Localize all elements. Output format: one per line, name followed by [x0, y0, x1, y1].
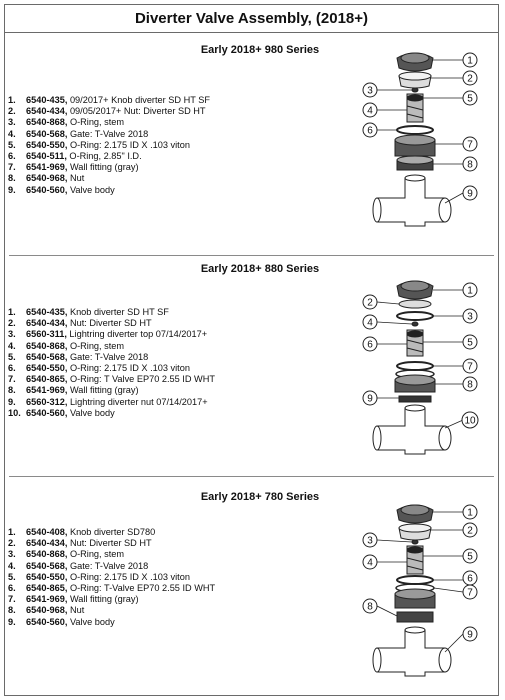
- document-title: Diverter Valve Assembly, (2018+): [134, 10, 369, 27]
- callout-label: 6: [467, 573, 473, 585]
- callout-label: 2: [467, 525, 473, 537]
- callout-label: 6: [367, 125, 373, 137]
- part-row: 3. 6560-311, Lightring diverter top 07/14/2017+: [8, 329, 208, 340]
- callout-label: 4: [367, 105, 373, 117]
- part-row: 7. 6541-969, Wall fitting (gray): [8, 162, 139, 173]
- part-row: 2. 6540-434, Nut: Diverter SD HT: [8, 318, 152, 329]
- callout-label: 4: [367, 317, 373, 329]
- part-row: 2. 6540-434, Nut: Diverter SD HT: [8, 538, 152, 549]
- exploded-diagram-980: [355, 48, 485, 238]
- callout-label: 1: [467, 55, 473, 67]
- exploded-diagram-880: [355, 278, 485, 468]
- part-row: 1. 6540-408, Knob diverter SD780: [8, 527, 156, 537]
- section-divider: [9, 476, 494, 477]
- parts-list: [8, 307, 215, 419]
- valve-body-part: [377, 178, 445, 226]
- callout-label: 8: [467, 379, 473, 391]
- part-row: 1. 6540-435, Knob diverter SD HT SF: [8, 307, 169, 317]
- part-row: 4. 6540-568, Gate: T-Valve 2018: [8, 128, 149, 139]
- callout-label: 1: [467, 507, 473, 519]
- part-row: 7. 6541-969, Wall fitting (gray): [8, 594, 139, 605]
- part-row: 5. 6540-568, Gate: T-Valve 2018: [8, 351, 149, 362]
- part-row: 9. 6560-312, Lightring diverter nut 07/14/2017+: [8, 396, 208, 407]
- part-row: 5. 6540-550, O-Ring: 2.175 ID X .103 viton: [8, 139, 190, 150]
- part-row: 8. 6540-968, Nut: [8, 605, 85, 616]
- callout-label: 2: [467, 73, 473, 85]
- callout-label: 10: [464, 415, 476, 427]
- callout-label: 9: [467, 629, 473, 641]
- part-row: 4. 6540-868, O-Ring, stem: [8, 340, 125, 351]
- part-row: 9. 6540-560, Valve body: [8, 616, 115, 627]
- exploded-diagram-780: [355, 500, 485, 690]
- title-bar: [5, 5, 498, 33]
- part-row: 3. 6540-868, O-Ring, stem: [8, 549, 125, 560]
- part-row: 2. 6540-434, 09/05/2017+ Nut: Diverter SD HT: [8, 106, 206, 117]
- callout-label: 9: [367, 393, 373, 405]
- part-row: 8. 6540-968, Nut: [8, 173, 85, 184]
- section-title: Early 2018+ 880 Series: [200, 263, 320, 275]
- part-row: 6. 6540-550, O-Ring: 2.175 ID X .103 viton: [8, 363, 190, 374]
- callout-label: 7: [467, 361, 473, 373]
- callout-label: 3: [467, 311, 473, 323]
- part-row: 4. 6540-568, Gate: T-Valve 2018: [8, 560, 149, 571]
- callout-label: 8: [367, 601, 373, 613]
- part-row: 7. 6540-865, O-Ring: T Valve EP70 2.55 ID WHT: [8, 374, 215, 385]
- callout-label: 4: [367, 557, 373, 569]
- part-row: 1. 6540-435, 09/2017+ Knob diverter SD HT SF: [8, 95, 210, 105]
- callout-label: 5: [467, 337, 473, 349]
- callout-label: 9: [467, 188, 473, 200]
- section-title: Early 2018+ 780 Series: [200, 491, 320, 503]
- section-title: Early 2018+ 980 Series: [200, 44, 320, 56]
- part-row: 8. 6541-969, Wall fitting (gray): [8, 385, 139, 396]
- callout-label: 7: [467, 139, 473, 151]
- section-divider: [9, 255, 494, 256]
- callout-label: 3: [367, 535, 373, 547]
- callout-label: 2: [367, 297, 373, 309]
- part-row: 5. 6540-550, O-Ring: 2.175 ID X .103 viton: [8, 571, 190, 582]
- part-row: 10. 6540-560, Valve body: [8, 407, 115, 418]
- part-row: 9. 6540-560, Valve body: [8, 184, 115, 195]
- callout-label: 5: [467, 551, 473, 563]
- callout-label: 7: [467, 587, 473, 599]
- parts-list: [8, 527, 215, 628]
- part-row: 6. 6540-865, O-Ring: T-Valve EP70 2.55 ID WHT: [8, 583, 216, 594]
- callout-label: 6: [367, 339, 373, 351]
- callout-label: 8: [467, 159, 473, 171]
- callout-label: 3: [367, 85, 373, 97]
- callout-label: 5: [467, 93, 473, 105]
- callout-label: 1: [467, 285, 473, 297]
- part-row: 3. 6540-868, O-Ring, stem: [8, 117, 125, 128]
- part-row: 6. 6540-511, O-Ring, 2.85" I.D.: [8, 151, 142, 162]
- parts-list: [8, 95, 210, 196]
